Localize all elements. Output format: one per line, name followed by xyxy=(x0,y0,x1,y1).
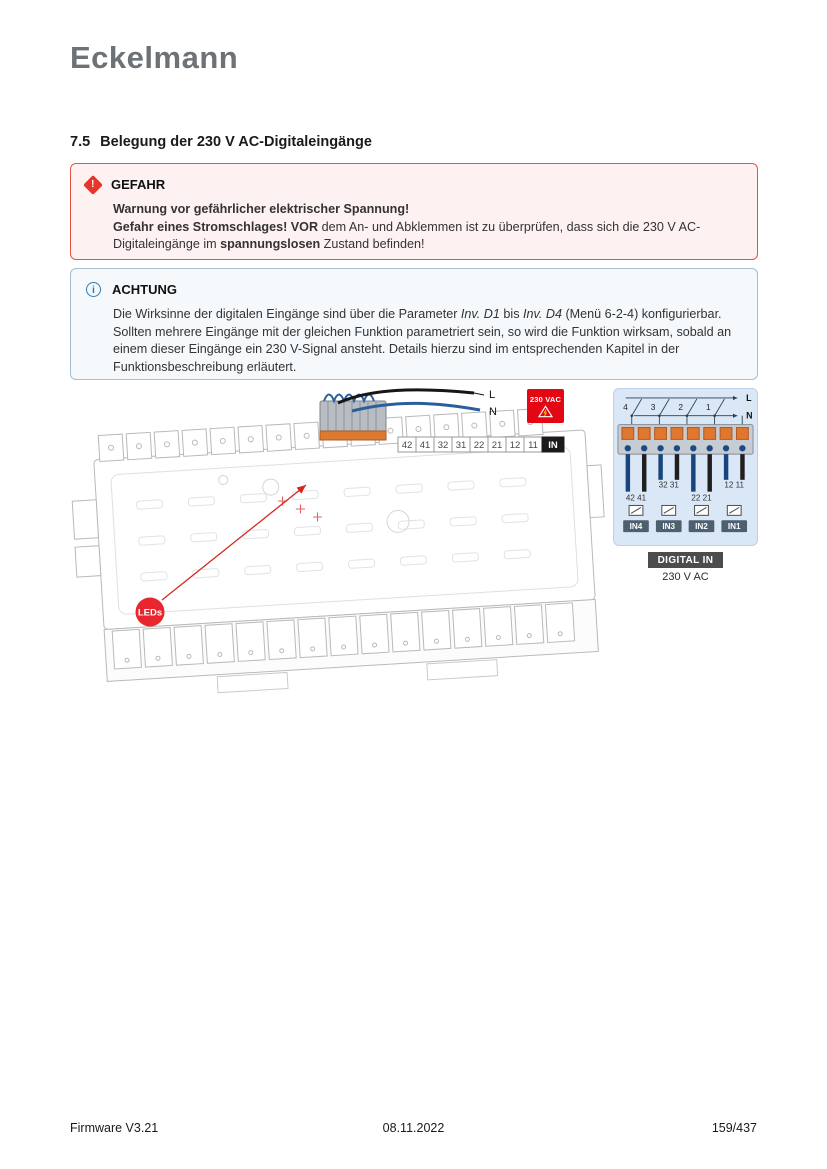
vac-label: 230 VAC xyxy=(529,394,562,404)
device-drawing xyxy=(70,385,615,755)
footer-page-number: 159/437 xyxy=(711,1121,757,1135)
wire-n-label: N xyxy=(489,406,497,418)
vac-warning-badge xyxy=(527,389,564,423)
pair-label: 32 31 xyxy=(658,480,679,490)
text-segment: Zustand befinden! xyxy=(320,237,425,251)
input-label: IN3 xyxy=(662,522,676,532)
wire-l-label: L xyxy=(489,389,496,401)
in-cell: IN xyxy=(548,440,558,451)
terminal-strip xyxy=(398,437,564,452)
contact-symbols xyxy=(629,505,741,515)
section-number: 7.5 xyxy=(70,134,91,150)
text-segment: Warnung vor gefährlicher elektrischer Spannung! xyxy=(113,202,410,216)
terminal-cell: 21 xyxy=(491,440,503,451)
input-badges xyxy=(623,520,747,532)
terminal-detail-drawing xyxy=(614,389,757,545)
switch-number: 3 xyxy=(650,401,656,412)
detail-n-label: N xyxy=(746,410,753,421)
pair-label: 22 21 xyxy=(691,493,712,503)
switch-number: 1 xyxy=(705,401,711,412)
danger-title: GEFAHR xyxy=(111,177,166,192)
pair-label: 42 41 xyxy=(625,493,647,503)
terminal-detail-panel xyxy=(613,388,758,546)
footer-date: 08.11.2022 xyxy=(382,1121,445,1135)
text-segment: spannungslosen xyxy=(220,237,321,251)
terminal-cell: 32 xyxy=(437,440,449,451)
input-label: IN2 xyxy=(695,522,708,532)
detail-l-label: L xyxy=(746,392,752,403)
leds-label: LEDs xyxy=(137,607,163,619)
text-segment: Inv. D4 xyxy=(523,307,562,321)
section-title: Belegung der 230 V AC-Digitaleingänge xyxy=(100,134,372,150)
terminal-cell: 41 xyxy=(419,440,431,451)
voltage-label: 230 V AC xyxy=(662,571,709,583)
switch-schematic xyxy=(626,398,742,425)
info-icon: i xyxy=(86,282,101,297)
text-segment: Die Wirksinne der digitalen Eingänge sind über die Parameter xyxy=(113,307,461,321)
text-segment: Gefahr eines Stromschlages! VOR xyxy=(113,219,322,234)
text-segment: (Menü 6-2-4) konfigurierbar. Sollten mehrere Eingänge mit der gleichen Funktion parametriert sein, so wird die Funktion wirksam, sobald an einem dieser Eingänge ein 230 V-Signal ansteht. Details hierzu sind im entsprechenden Kapitel in der Funktionsbeschreibung erläutert. xyxy=(113,307,732,374)
terminal-cell: 31 xyxy=(455,440,467,451)
plug-connector xyxy=(320,395,386,441)
text-segment: Inv. D1 xyxy=(460,307,500,321)
digital-in-row xyxy=(613,552,758,568)
terminal-cell: 12 xyxy=(509,440,521,451)
terminal-cell: 42 xyxy=(401,440,413,451)
terminal-cell: 22 xyxy=(473,440,485,451)
input-label: IN4 xyxy=(629,522,643,532)
danger-icon: ! xyxy=(83,175,103,195)
company-logo: Eckelmann xyxy=(70,40,239,75)
detail-connector xyxy=(618,425,753,455)
switch-number: 4 xyxy=(623,401,628,412)
text-segment: dem An- und Abklemmen ist zu überprüfen, dass sich die 230 V AC-Digitaleingänge im xyxy=(113,219,701,251)
lightning-warning-icon xyxy=(538,405,553,418)
footer-firmware: Firmware V3.21 xyxy=(70,1121,159,1135)
text-segment: bis xyxy=(499,307,523,321)
notice-title: ACHTUNG xyxy=(112,282,177,297)
digital-in-badge: DIGITAL IN xyxy=(648,552,724,568)
switch-number: 2 xyxy=(678,401,684,412)
wire-l-leader xyxy=(474,393,484,395)
pair-label: 12 11 xyxy=(724,480,745,490)
terminal-cell: 11 xyxy=(528,440,538,451)
input-label: IN1 xyxy=(727,522,741,532)
